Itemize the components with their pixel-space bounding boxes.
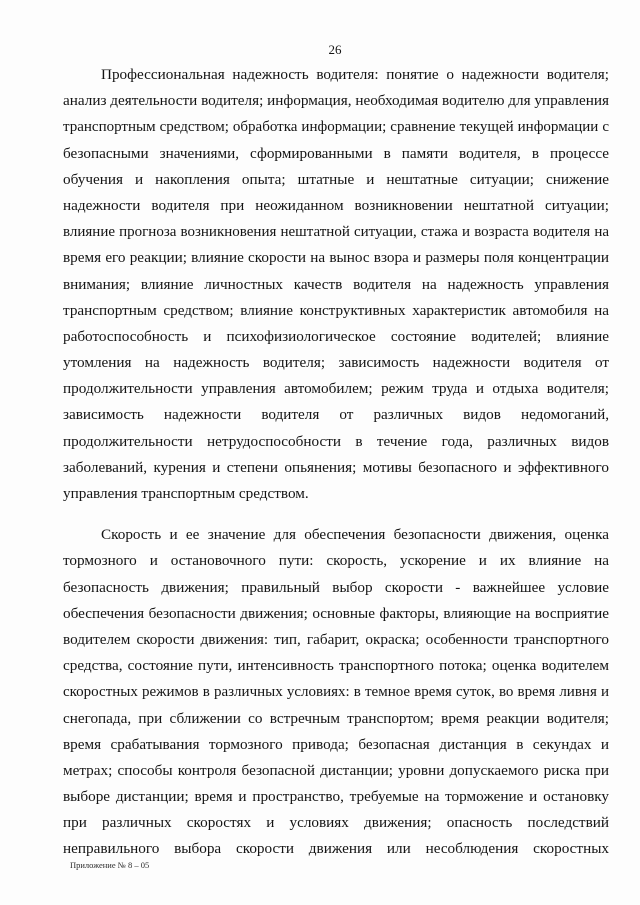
body-text <box>63 62 609 863</box>
page-number: 26 <box>328 42 342 57</box>
text-line: анализ деятельности водителя; информация, необходимая водителю для управления <box>63 92 609 110</box>
text-line: транспортным средством; влияние конструктивных характеристик автомобиля на <box>63 301 609 319</box>
text-line: снегопада, при сближении со встречным транспортом; время реакции водителя; <box>63 709 609 727</box>
text-line: работоспособность и психофизиологическое состояние водителей; влияние <box>63 327 609 345</box>
text-line: продолжительности нетрудоспособности в течение года, различных видов <box>63 432 609 450</box>
text-line: время его реакции; влияние скорости на вынос взора и размеры поля концентрации <box>63 249 609 267</box>
text-line: заболеваний, курения и степени опьянения; мотивы безопасного и эффективного <box>63 458 609 476</box>
text-line: при различных скоростях и условиях движения; опасность последствий <box>63 814 609 832</box>
text-line: обеспечения безопасности движения; основные факторы, влияющие на восприятие <box>63 604 609 622</box>
text-line: безопасность движения; правильный выбор скорости - важнейшее условие <box>63 578 609 596</box>
text-line: надежности водителя при неожиданном возникновении нештатной ситуации; <box>63 196 609 214</box>
footer-note: Приложение № 8 – 05 <box>70 860 150 870</box>
text-line: скоростных режимов в различных условиях: в темное время суток, во время ливня и <box>63 684 609 701</box>
text-line: выборе дистанции; время и пространство, требуемые на торможение и остановку <box>63 788 609 806</box>
text-line: Профессиональная надежность водителя: понятие о надежности водителя; <box>101 66 609 83</box>
text-line: время срабатывания тормозного привода; безопасная дистанция в секундах и <box>63 735 609 753</box>
text-line: тормозного и остановочного пути: скорость, ускорение и их влияние на <box>63 552 609 570</box>
text-line: обучения и накопления опыта; штатные и нештатные ситуации; снижение <box>63 170 609 188</box>
text-line: управления транспортным средством. <box>63 485 309 502</box>
text-line: внимания; влияние личностных качеств водителя на надежность управления <box>63 275 609 293</box>
text-line: Скорость и ее значение для обеспечения безопасности движения, оценка <box>101 526 609 544</box>
text-line: зависимость надежности водителя от различных видов недомоганий, <box>63 406 609 424</box>
paragraph-gap <box>63 507 609 522</box>
text-line: метрах; способы контроля безопасной дистанции; уровни допускаемого риска при <box>63 761 609 779</box>
text-line: неправильного выбора скорости движения или несоблюдения скоростных <box>63 840 609 858</box>
text-line: водителем скорости движения: тип, габарит, окраска; особенности транспортного <box>63 630 609 648</box>
text-line: влияние прогноза возникновения нештатной ситуации, стажа и возраста водителя на <box>63 224 609 241</box>
text-line: безопасными значениями, сформированными в памяти водителя, в процессе <box>63 144 609 162</box>
text-line: средства, состояние пути, интенсивность транспортного потока; оценка водителем <box>63 657 609 675</box>
text-line: утомления на надежность водителя; зависимость надежности водителя от <box>63 354 609 372</box>
text-line: продолжительности управления автомобилем; режим труда и отдыха водителя; <box>63 380 609 398</box>
text-line: транспортным средством; обработка информации; сравнение текущей информации с <box>63 119 609 136</box>
